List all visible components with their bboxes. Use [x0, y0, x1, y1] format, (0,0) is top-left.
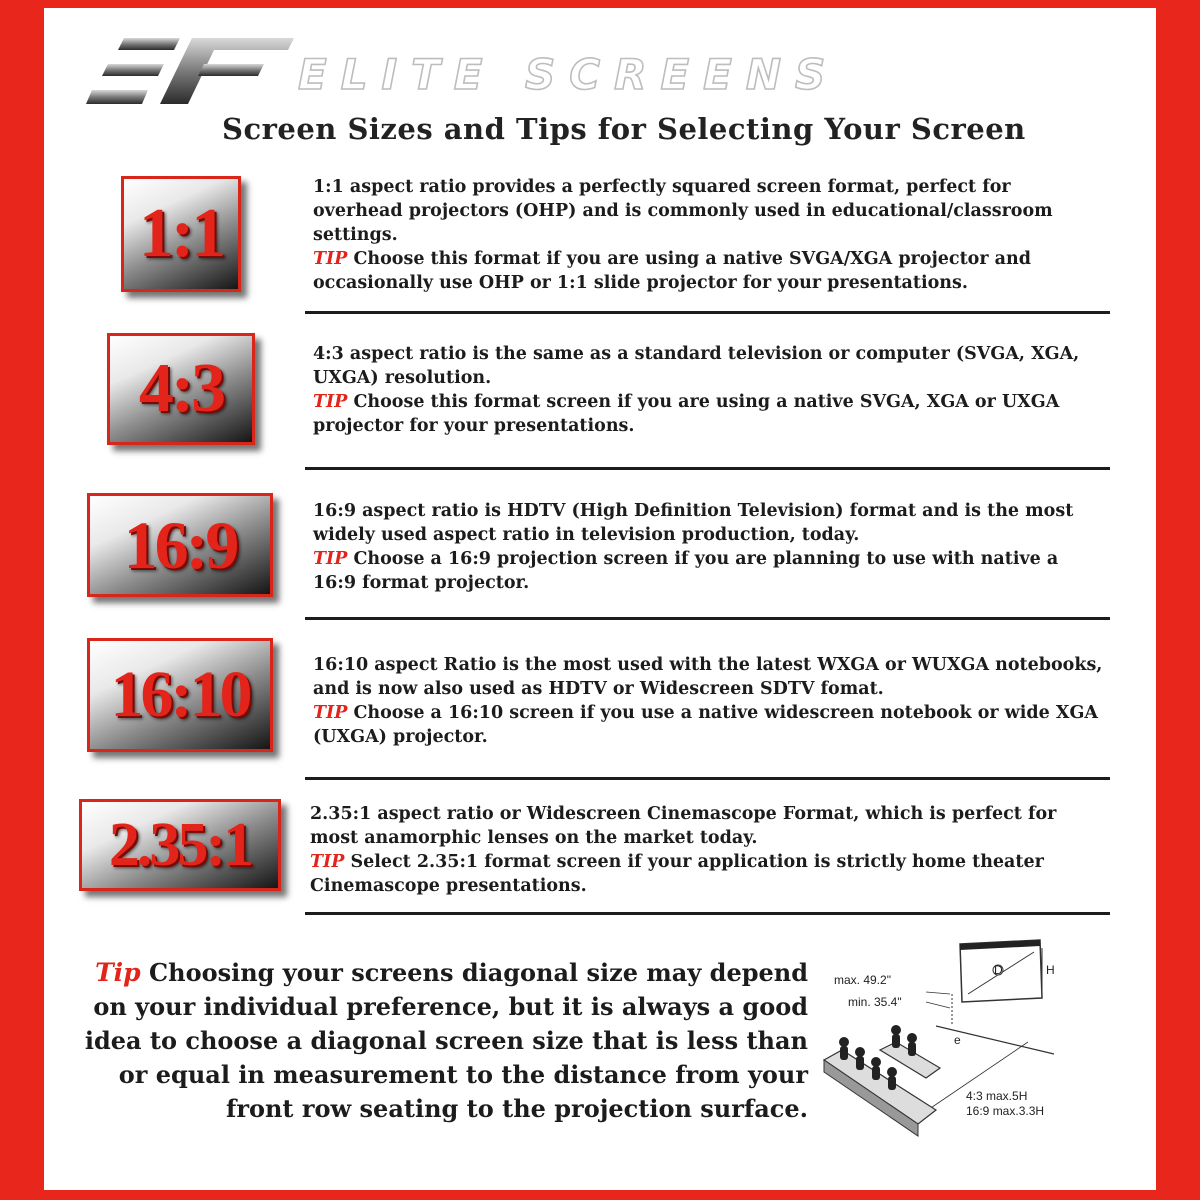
- section-tip: [313, 701, 1103, 749]
- tip-label: TIP: [313, 392, 348, 412]
- red-border-bottom: [0, 1190, 1200, 1200]
- tip-label: TIP: [313, 249, 348, 269]
- ratio-badge-1-1: [121, 176, 241, 292]
- section-4-3-text: [313, 342, 1113, 438]
- elite-screens-logo-icon: [84, 34, 296, 108]
- section-divider: [305, 777, 1110, 780]
- ratio-badge-16-10: [87, 638, 273, 752]
- section-1-1-text: [313, 175, 1103, 295]
- tip-label: TIP: [313, 703, 348, 723]
- ratio-16-9-label: 16:9 max.3.3H: [966, 1104, 1045, 1118]
- red-border-top: [0, 0, 1200, 8]
- tip-label: TIP: [310, 852, 345, 872]
- section-description: 16:10 aspect Ratio is the most used with the latest WXGA or WUXGA notebooks, and is now also used as HDTV or Widescreen SDTV fomat.: [313, 655, 1103, 699]
- ratio-badge-label: 16:10: [110, 658, 250, 731]
- ratio-badge-2-35-1: [79, 799, 281, 891]
- ratio-badge-16-9: [87, 493, 273, 597]
- ratio-badge-label: 16:9: [123, 506, 237, 583]
- red-border-left: [0, 0, 44, 1200]
- diagonal-size-tip: [60, 956, 808, 1126]
- section-2-35-1-text: [310, 802, 1105, 898]
- ratio-badge-label: 1:1: [138, 195, 224, 272]
- ratio-badge-label: 4:3: [138, 350, 224, 427]
- ratio-badge-label: 2.35:1: [108, 810, 252, 879]
- section-tip: [310, 850, 1105, 898]
- section-tip: [313, 390, 1113, 438]
- bottom-tip-text: Choosing your screens diagonal size may depend on your individual preference, but it is always a good idea to choose a diagonal screen size that is less than or equal in measurement to the distance from your front row seating to the projection surface.: [84, 958, 808, 1123]
- bottom-tip-label: Tip: [95, 958, 141, 987]
- section-description: 4:3 aspect ratio is the same as a standard television or computer (SVGA, XGA, UXGA) resolution.: [313, 344, 1080, 388]
- section-16-9-text: [313, 499, 1103, 595]
- ratio-badge-4-3: [107, 333, 255, 445]
- tip-text: Choose this format if you are using a native SVGA/XGA projector and occasionally use OHP or 1:1 slide projector for your presentations.: [313, 249, 1031, 293]
- section-divider: [305, 311, 1110, 314]
- red-border-right: [1156, 0, 1200, 1200]
- tip-text: Choose a 16:10 screen if you use a native widescreen notebook or wide XGA (UXGA) projector.: [313, 703, 1098, 747]
- d-label: D: [994, 963, 1003, 977]
- section-tip: [313, 247, 1103, 295]
- section-divider: [305, 467, 1110, 470]
- seating-distance-diagram-icon: [818, 932, 1068, 1137]
- min-height-label: min. 35.4": [848, 995, 902, 1009]
- ratio-4-3-label: 4:3 max.5H: [966, 1089, 1028, 1103]
- section-divider: [305, 912, 1110, 915]
- max-height-label: max. 49.2": [834, 973, 891, 987]
- h-label: H: [1046, 963, 1055, 977]
- tip-text: Choose this format screen if you are using a native SVGA, XGA or UXGA projector for your presentations.: [313, 392, 1060, 436]
- tip-text: Choose a 16:9 projection screen if you are planning to use with native a 16:9 format projector.: [313, 549, 1059, 593]
- tip-text: Select 2.35:1 format screen if your application is strictly home theater Cinemascope presentations.: [310, 852, 1044, 896]
- section-description: 2.35:1 aspect ratio or Widescreen Cinemascope Format, which is perfect for most anamorphic lenses on the market today.: [310, 804, 1057, 848]
- section-divider: [305, 617, 1110, 620]
- brand-name: ELITE SCREENS: [298, 50, 840, 99]
- section-tip: [313, 547, 1103, 595]
- section-16-10-text: [313, 653, 1103, 749]
- section-description: 1:1 aspect ratio provides a perfectly squared screen format, perfect for overhead projectors (OHP) and is commonly used in educational/classroom settings.: [313, 177, 1053, 245]
- section-description: 16:9 aspect ratio is HDTV (High Definition Television) format and is the most widely used aspect ratio in television production, today.: [313, 501, 1074, 545]
- tip-label: TIP: [313, 549, 348, 569]
- e-label: e: [954, 1033, 961, 1047]
- page-title: Screen Sizes and Tips for Selecting Your Screen: [222, 112, 1026, 146]
